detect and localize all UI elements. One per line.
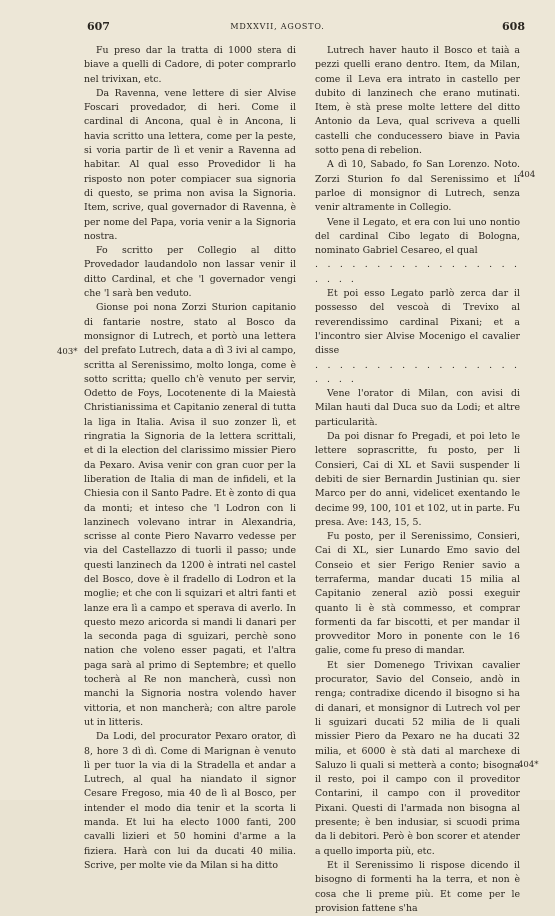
paragraph: Da Ravenna, vene lettere di sier Alvise Foscari provedador, di heri. Come il cardinal di Ancona, qual è in Ancona, li havia scritto una lettera, come per la peste, si voria partir de lì et venir a Ravenna ad habitar. Al qual esso Provedidor li ha risposto non poter compiacer sua signoria di questo, se prima non avisa la Signoria. Item, scrive, qual governador di Ravenna, è per nome del Papa, voria venir a la Signoria nostra. bbox=[84, 87, 296, 242]
right-column bbox=[315, 44, 520, 916]
paragraph: A dì 10, Sabado, fo San Lorenzo. Noto. Zorzi Sturion fo dal Serenissimo et li parloe di monsignor di Lutrech, senza venir altramente in Collegio. bbox=[315, 159, 520, 214]
paragraph: Gionse poi nona Zorzi Sturion capitanio di fantarie nostre, stato al Bosco da monsignor di Lutrech, et portò una lettera del prefato Lutrech, data a dì 3 ivi al campo, scritta al Serenissimo, molto longa, come è sotto scritta; quello ch'è venuto per servir, Odetto de Foys, Locotenente di la Maiestà Christianissima et Capitanio zeneral di tutta la liga in Italia. Avisa il suo zonzer lì, et ringratia la Signoria de la lettera scrittali, et di la election del clarissimo missier Piero da Pexaro. Avisa venir con gran cuor per la liberation de Italia di man de infideli, et la Chiesia con il Santo Padre. Et è zonto di qua da monti; et inteso che 'l Lodron con li lanzinech volevano intrar in Alexandria, scrisse al conte Piero Navarro vedesse per via del Castellazzo di tuorli il passo; unde questi lanzinech da 1200 è intrati nel castel del Bosco, dove è il fradello di Lodron et la moglie; et che con li squizari et altri fanti et lanze era lì a campo et sperava di averlo. In questo mezo aricorda si mandi li danari per la seconda paga di sguizari, perchè sono nation che voleno esser pagati, et l'altra paga sarà al primo di Septembre; et quello tocherà al Re non mancherà, cussì non manchi la Signoria nostra volendo haver vittoria, et non mancherà; con altre parole ut in litteris. bbox=[84, 302, 296, 728]
ellipsis-line: . . . . . . . . . . . . . . . . . . . . . bbox=[315, 359, 520, 385]
paragraph: Da poi disnar fo Pregadi, et poi leto le lettere soprascritte, fu posto, per li Consieri, Cai di XL et Savii suspender li debiti de sier Bernardin Justinian qu. sier Marco per do anni, videlicet exentando le decime 99, 100, 101 et 102, ut in parte. Fu presa. Ave: 143, 15, 5. bbox=[315, 431, 520, 528]
paragraph: Fo scritto per Collegio al ditto Provedador laudandolo non lassar venir il ditto Cardinal, et che 'l governador vengi che 'l sarà ben veduto. bbox=[84, 245, 296, 300]
running-title: MDXXVII, AGOSTO. bbox=[230, 22, 325, 31]
paragraph: Et il Serenissimo li rispose dicendo il bisogno di formenti ha la terra, et non è cosa che li preme più. Et come per le provision fattene s'ha bbox=[315, 859, 520, 914]
ellipsis-line: . . . . . . . . . . . . . . . . . . . . . bbox=[315, 259, 520, 285]
paragraph: Vene il Legato, et era con lui uno nontio del cardinal Cibo legato di Bologna, nominato Gabriel Cesareo, el qual bbox=[315, 216, 520, 257]
left-column bbox=[84, 44, 296, 873]
page-number-left: 607 bbox=[87, 20, 110, 33]
margin-note-404-star: 404* bbox=[518, 760, 539, 770]
margin-note-403: 403* bbox=[57, 347, 78, 357]
margin-note-404: 404 bbox=[519, 170, 536, 180]
paragraph: Et poi esso Legato parlò zerca dar il possesso del vescoà di Trevixo al reverendissimo cardinal Pixani; et a l'incontro sier Alvise Mocenigo el cavalier disse bbox=[315, 288, 520, 357]
paragraph: Fu posto, per il Serenissimo, Consieri, Cai di XL, sier Lunardo Emo savio del Conseio et sier Ferigo Renier savio a terraferma, mandar ducati 15 milia al Capitanio zeneral aziò possi exeguir quanto li è stà commesso, et comprar formenti da far biscotti, et per mandar il provveditor Moro in ponente con le 16 galie, come fu preso di mandar. bbox=[315, 531, 520, 657]
paragraph: Lutrech haver hauto il Bosco et taià a pezzi quelli erano dentro. Item, da Milan, come il Leva era intrato in castello per dubito di lanzinech che erano mutinati. Item, è stà prese molte lettere del ditto Antonio da Leva, qual scriveva a quelli castelli che conducessero biave in Pavia sotto pena di rebelion. bbox=[315, 45, 520, 157]
paragraph: Vene l'orator di Milan, con avisi di Milan hauti dal Duca suo da Lodi; et altre particularità. bbox=[315, 388, 520, 428]
paragraph: Fu preso dar la tratta di 1000 stera di biave a quelli di Cadore, di poter comprarlo nel trivixan, etc. bbox=[84, 45, 296, 85]
paragraph: Da Lodi, del procurator Pexaro orator, dì 8, hore 3 dì dì. Come di Marignan è venuto lì per tuor la via di la Stradella et andar a Lutrech, al qual ha niandato il signor Cesare Fregoso, mia 40 de lì al Bosco, per intender el modo dia tenir et la scorta li manda. Et lui ha electo 1000 fanti, 200 cavalli lizieri et 50 homini d'arme a la fiziera. Harà con lui da ducati 40 milia. Scrive, per molte vie da Milan si ha ditto bbox=[84, 731, 296, 871]
page-number-right: 608 bbox=[502, 20, 525, 33]
page-header bbox=[0, 20, 555, 40]
paragraph: Et sier Domenego Trivixan cavalier procurator, Savio del Conseio, andò in renga; contradixe dicendo il bisogno si ha di danari, et monsignor di Lutrech vol per li sguizari ducati 52 milia de li quali missier Piero da Pexaro ne ha ducati 32 milia, et 6000 è stà dati al marchexe di Saluzo li quali si metterà a conto; bisogna il resto, poi il campo con il proveditor Contarini, il campo con il proveditor Pixani. Questi di l'armada non bisogna al presente; è ben indusiar, si scuodi prima da li debitori. Però è bon scorer et atender a quello importa più, etc. bbox=[315, 659, 520, 857]
